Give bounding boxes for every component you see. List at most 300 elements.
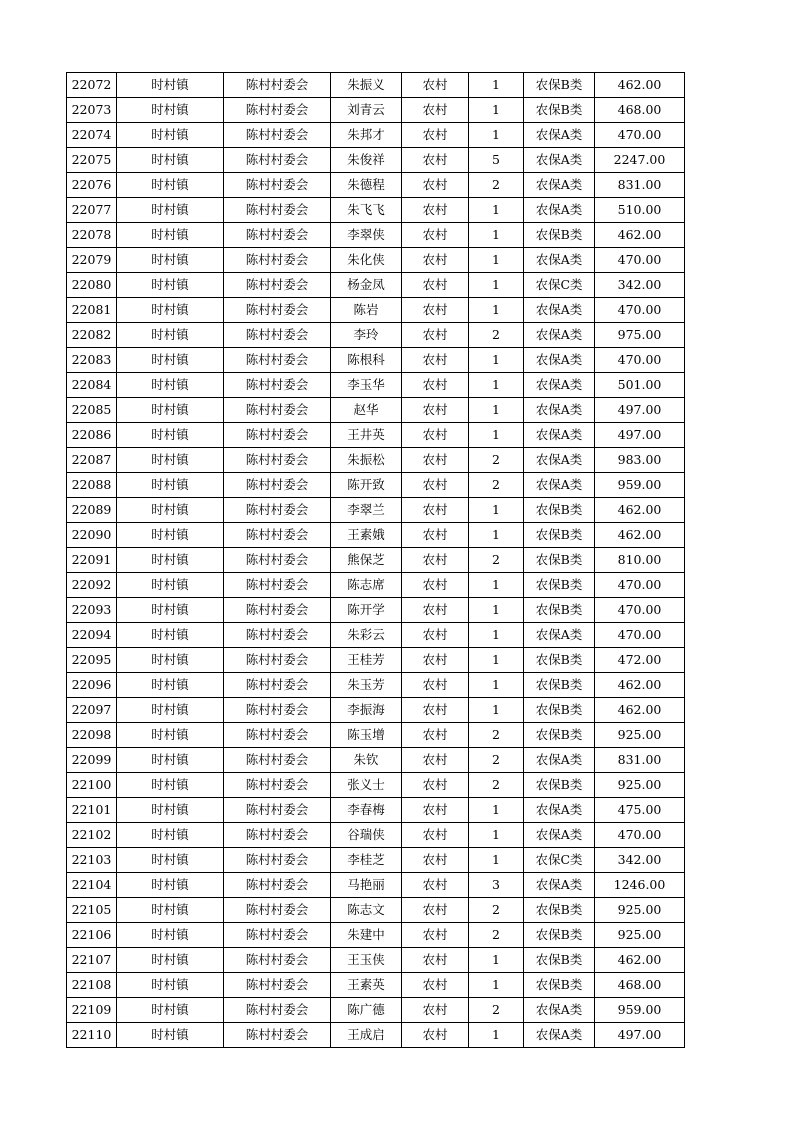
amount-cell: 497.00 <box>595 423 685 448</box>
household-count-cell: 1 <box>469 973 524 998</box>
household-count-cell: 2 <box>469 548 524 573</box>
name-cell: 熊保芝 <box>331 548 402 573</box>
household-count-cell: 1 <box>469 273 524 298</box>
village-committee-cell: 陈村村委会 <box>224 573 331 598</box>
table-row <box>67 823 685 848</box>
table-row <box>67 998 685 1023</box>
area-type-cell: 农村 <box>402 698 469 723</box>
amount-cell: 497.00 <box>595 398 685 423</box>
amount-cell: 497.00 <box>595 1023 685 1048</box>
amount-cell: 470.00 <box>595 823 685 848</box>
amount-cell: 462.00 <box>595 498 685 523</box>
category-cell: 农保B类 <box>524 598 595 623</box>
town-cell: 时村镇 <box>117 948 224 973</box>
category-cell: 农保A类 <box>524 798 595 823</box>
record-id-cell: 22093 <box>67 598 117 623</box>
town-cell: 时村镇 <box>117 998 224 1023</box>
record-id-cell: 22081 <box>67 298 117 323</box>
name-cell: 陈岩 <box>331 298 402 323</box>
town-cell: 时村镇 <box>117 798 224 823</box>
household-count-cell: 2 <box>469 473 524 498</box>
record-id-cell: 22099 <box>67 748 117 773</box>
area-type-cell: 农村 <box>402 323 469 348</box>
village-committee-cell: 陈村村委会 <box>224 598 331 623</box>
table-row <box>67 348 685 373</box>
village-committee-cell: 陈村村委会 <box>224 123 331 148</box>
area-type-cell: 农村 <box>402 998 469 1023</box>
area-type-cell: 农村 <box>402 823 469 848</box>
record-id-cell: 22073 <box>67 98 117 123</box>
household-count-cell: 1 <box>469 823 524 848</box>
household-count-cell: 2 <box>469 923 524 948</box>
name-cell: 陈志席 <box>331 573 402 598</box>
amount-cell: 468.00 <box>595 98 685 123</box>
category-cell: 农保A类 <box>524 1023 595 1048</box>
village-committee-cell: 陈村村委会 <box>224 648 331 673</box>
village-committee-cell: 陈村村委会 <box>224 148 331 173</box>
town-cell: 时村镇 <box>117 473 224 498</box>
village-committee-cell: 陈村村委会 <box>224 823 331 848</box>
record-id-cell: 22096 <box>67 673 117 698</box>
table-row <box>67 98 685 123</box>
category-cell: 农保B类 <box>524 98 595 123</box>
town-cell: 时村镇 <box>117 223 224 248</box>
name-cell: 朱建中 <box>331 923 402 948</box>
category-cell: 农保A类 <box>524 348 595 373</box>
record-id-cell: 22105 <box>67 898 117 923</box>
village-committee-cell: 陈村村委会 <box>224 223 331 248</box>
name-cell: 李翠侠 <box>331 223 402 248</box>
amount-cell: 470.00 <box>595 298 685 323</box>
table-body <box>67 73 685 1048</box>
amount-cell: 462.00 <box>595 523 685 548</box>
household-count-cell: 1 <box>469 948 524 973</box>
household-count-cell: 1 <box>469 848 524 873</box>
town-cell: 时村镇 <box>117 773 224 798</box>
name-cell: 朱德程 <box>331 173 402 198</box>
record-id-cell: 22075 <box>67 148 117 173</box>
name-cell: 朱振义 <box>331 73 402 98</box>
category-cell: 农保B类 <box>524 898 595 923</box>
town-cell: 时村镇 <box>117 173 224 198</box>
town-cell: 时村镇 <box>117 1023 224 1048</box>
category-cell: 农保B类 <box>524 523 595 548</box>
town-cell: 时村镇 <box>117 648 224 673</box>
category-cell: 农保A类 <box>524 823 595 848</box>
amount-cell: 342.00 <box>595 273 685 298</box>
town-cell: 时村镇 <box>117 348 224 373</box>
name-cell: 王玉侠 <box>331 948 402 973</box>
household-count-cell: 2 <box>469 773 524 798</box>
household-count-cell: 5 <box>469 148 524 173</box>
record-id-cell: 22080 <box>67 273 117 298</box>
category-cell: 农保A类 <box>524 373 595 398</box>
name-cell: 朱钦 <box>331 748 402 773</box>
household-count-cell: 1 <box>469 98 524 123</box>
category-cell: 农保A类 <box>524 248 595 273</box>
household-count-cell: 1 <box>469 373 524 398</box>
record-id-cell: 22100 <box>67 773 117 798</box>
household-count-cell: 1 <box>469 598 524 623</box>
category-cell: 农保A类 <box>524 298 595 323</box>
area-type-cell: 农村 <box>402 598 469 623</box>
area-type-cell: 农村 <box>402 173 469 198</box>
table-row <box>67 873 685 898</box>
record-id-cell: 22110 <box>67 1023 117 1048</box>
record-id-cell: 22103 <box>67 848 117 873</box>
table-row <box>67 198 685 223</box>
village-committee-cell: 陈村村委会 <box>224 748 331 773</box>
category-cell: 农保C类 <box>524 273 595 298</box>
record-id-cell: 22087 <box>67 448 117 473</box>
household-count-cell: 2 <box>469 748 524 773</box>
area-type-cell: 农村 <box>402 348 469 373</box>
area-type-cell: 农村 <box>402 248 469 273</box>
amount-cell: 510.00 <box>595 198 685 223</box>
town-cell: 时村镇 <box>117 848 224 873</box>
table-row <box>67 248 685 273</box>
amount-cell: 2247.00 <box>595 148 685 173</box>
record-id-cell: 22085 <box>67 398 117 423</box>
record-id-cell: 22089 <box>67 498 117 523</box>
amount-cell: 462.00 <box>595 698 685 723</box>
category-cell: 农保A类 <box>524 198 595 223</box>
category-cell: 农保B类 <box>524 723 595 748</box>
record-id-cell: 22088 <box>67 473 117 498</box>
category-cell: 农保A类 <box>524 998 595 1023</box>
table-row <box>67 373 685 398</box>
record-id-cell: 22091 <box>67 548 117 573</box>
table-row <box>67 973 685 998</box>
village-committee-cell: 陈村村委会 <box>224 498 331 523</box>
table-row <box>67 848 685 873</box>
category-cell: 农保A类 <box>524 623 595 648</box>
village-committee-cell: 陈村村委会 <box>224 548 331 573</box>
name-cell: 王成启 <box>331 1023 402 1048</box>
name-cell: 朱邦才 <box>331 123 402 148</box>
area-type-cell: 农村 <box>402 548 469 573</box>
name-cell: 陈广德 <box>331 998 402 1023</box>
household-count-cell: 2 <box>469 998 524 1023</box>
table-row <box>67 423 685 448</box>
name-cell: 李桂芝 <box>331 848 402 873</box>
amount-cell: 831.00 <box>595 173 685 198</box>
area-type-cell: 农村 <box>402 898 469 923</box>
table-row <box>67 123 685 148</box>
record-id-cell: 22082 <box>67 323 117 348</box>
category-cell: 农保B类 <box>524 923 595 948</box>
record-id-cell: 22072 <box>67 73 117 98</box>
area-type-cell: 农村 <box>402 673 469 698</box>
town-cell: 时村镇 <box>117 123 224 148</box>
area-type-cell: 农村 <box>402 273 469 298</box>
amount-cell: 470.00 <box>595 248 685 273</box>
amount-cell: 462.00 <box>595 948 685 973</box>
table-row <box>67 398 685 423</box>
amount-cell: 475.00 <box>595 798 685 823</box>
record-id-cell: 22101 <box>67 798 117 823</box>
record-id-cell: 22108 <box>67 973 117 998</box>
town-cell: 时村镇 <box>117 198 224 223</box>
area-type-cell: 农村 <box>402 448 469 473</box>
village-committee-cell: 陈村村委会 <box>224 773 331 798</box>
amount-cell: 501.00 <box>595 373 685 398</box>
name-cell: 朱玉芳 <box>331 673 402 698</box>
table-row <box>67 923 685 948</box>
household-count-cell: 1 <box>469 248 524 273</box>
area-type-cell: 农村 <box>402 648 469 673</box>
village-committee-cell: 陈村村委会 <box>224 98 331 123</box>
category-cell: 农保A类 <box>524 873 595 898</box>
household-count-cell: 2 <box>469 898 524 923</box>
category-cell: 农保B类 <box>524 673 595 698</box>
table-row <box>67 323 685 348</box>
table-row <box>67 523 685 548</box>
household-count-cell: 1 <box>469 73 524 98</box>
village-committee-cell: 陈村村委会 <box>224 173 331 198</box>
area-type-cell: 农村 <box>402 523 469 548</box>
amount-cell: 462.00 <box>595 73 685 98</box>
village-committee-cell: 陈村村委会 <box>224 898 331 923</box>
area-type-cell: 农村 <box>402 123 469 148</box>
record-id-cell: 22079 <box>67 248 117 273</box>
town-cell: 时村镇 <box>117 298 224 323</box>
town-cell: 时村镇 <box>117 398 224 423</box>
town-cell: 时村镇 <box>117 148 224 173</box>
record-id-cell: 22097 <box>67 698 117 723</box>
town-cell: 时村镇 <box>117 598 224 623</box>
town-cell: 时村镇 <box>117 723 224 748</box>
village-committee-cell: 陈村村委会 <box>224 1023 331 1048</box>
town-cell: 时村镇 <box>117 873 224 898</box>
household-count-cell: 1 <box>469 498 524 523</box>
name-cell: 朱化侠 <box>331 248 402 273</box>
category-cell: 农保B类 <box>524 648 595 673</box>
name-cell: 杨金凤 <box>331 273 402 298</box>
amount-cell: 810.00 <box>595 548 685 573</box>
village-committee-cell: 陈村村委会 <box>224 998 331 1023</box>
category-cell: 农保B类 <box>524 498 595 523</box>
area-type-cell: 农村 <box>402 948 469 973</box>
category-cell: 农保B类 <box>524 948 595 973</box>
name-cell: 张义士 <box>331 773 402 798</box>
household-count-cell: 1 <box>469 798 524 823</box>
amount-cell: 959.00 <box>595 998 685 1023</box>
village-committee-cell: 陈村村委会 <box>224 323 331 348</box>
household-count-cell: 1 <box>469 648 524 673</box>
name-cell: 陈志文 <box>331 898 402 923</box>
village-committee-cell: 陈村村委会 <box>224 73 331 98</box>
area-type-cell: 农村 <box>402 98 469 123</box>
town-cell: 时村镇 <box>117 423 224 448</box>
category-cell: 农保A类 <box>524 173 595 198</box>
amount-cell: 470.00 <box>595 123 685 148</box>
household-count-cell: 1 <box>469 198 524 223</box>
name-cell: 朱俊祥 <box>331 148 402 173</box>
area-type-cell: 农村 <box>402 798 469 823</box>
town-cell: 时村镇 <box>117 273 224 298</box>
name-cell: 陈开致 <box>331 473 402 498</box>
village-committee-cell: 陈村村委会 <box>224 473 331 498</box>
record-id-cell: 22077 <box>67 198 117 223</box>
household-count-cell: 1 <box>469 623 524 648</box>
record-id-cell: 22092 <box>67 573 117 598</box>
record-id-cell: 22086 <box>67 423 117 448</box>
category-cell: 农保A类 <box>524 473 595 498</box>
town-cell: 时村镇 <box>117 548 224 573</box>
town-cell: 时村镇 <box>117 698 224 723</box>
table-row <box>67 298 685 323</box>
area-type-cell: 农村 <box>402 223 469 248</box>
name-cell: 谷瑞侠 <box>331 823 402 848</box>
table-row <box>67 148 685 173</box>
household-count-cell: 2 <box>469 448 524 473</box>
table-row <box>67 723 685 748</box>
table-row <box>67 73 685 98</box>
town-cell: 时村镇 <box>117 448 224 473</box>
area-type-cell: 农村 <box>402 298 469 323</box>
amount-cell: 925.00 <box>595 723 685 748</box>
category-cell: 农保B类 <box>524 973 595 998</box>
name-cell: 李玉华 <box>331 373 402 398</box>
town-cell: 时村镇 <box>117 573 224 598</box>
area-type-cell: 农村 <box>402 573 469 598</box>
record-id-cell: 22104 <box>67 873 117 898</box>
area-type-cell: 农村 <box>402 423 469 448</box>
village-committee-cell: 陈村村委会 <box>224 673 331 698</box>
category-cell: 农保B类 <box>524 223 595 248</box>
household-count-cell: 1 <box>469 423 524 448</box>
category-cell: 农保A类 <box>524 148 595 173</box>
record-id-cell: 22090 <box>67 523 117 548</box>
name-cell: 刘青云 <box>331 98 402 123</box>
village-committee-cell: 陈村村委会 <box>224 923 331 948</box>
name-cell: 李春梅 <box>331 798 402 823</box>
amount-cell: 925.00 <box>595 923 685 948</box>
table-row <box>67 948 685 973</box>
name-cell: 朱振松 <box>331 448 402 473</box>
town-cell: 时村镇 <box>117 673 224 698</box>
table-row <box>67 1023 685 1048</box>
table-row <box>67 598 685 623</box>
amount-cell: 470.00 <box>595 623 685 648</box>
town-cell: 时村镇 <box>117 248 224 273</box>
area-type-cell: 农村 <box>402 373 469 398</box>
category-cell: 农保A类 <box>524 448 595 473</box>
area-type-cell: 农村 <box>402 973 469 998</box>
name-cell: 朱彩云 <box>331 623 402 648</box>
table-row <box>67 623 685 648</box>
household-count-cell: 2 <box>469 723 524 748</box>
name-cell: 陈根科 <box>331 348 402 373</box>
amount-cell: 472.00 <box>595 648 685 673</box>
category-cell: 农保A类 <box>524 748 595 773</box>
category-cell: 农保A类 <box>524 123 595 148</box>
area-type-cell: 农村 <box>402 73 469 98</box>
amount-cell: 975.00 <box>595 323 685 348</box>
amount-cell: 470.00 <box>595 598 685 623</box>
table-row <box>67 173 685 198</box>
amount-cell: 342.00 <box>595 848 685 873</box>
town-cell: 时村镇 <box>117 823 224 848</box>
name-cell: 李玲 <box>331 323 402 348</box>
name-cell: 王桂芳 <box>331 648 402 673</box>
household-count-cell: 1 <box>469 298 524 323</box>
village-committee-cell: 陈村村委会 <box>224 198 331 223</box>
town-cell: 时村镇 <box>117 523 224 548</box>
household-count-cell: 1 <box>469 673 524 698</box>
record-id-cell: 22084 <box>67 373 117 398</box>
area-type-cell: 农村 <box>402 1023 469 1048</box>
town-cell: 时村镇 <box>117 323 224 348</box>
category-cell: 农保B类 <box>524 773 595 798</box>
category-cell: 农保B类 <box>524 573 595 598</box>
village-committee-cell: 陈村村委会 <box>224 698 331 723</box>
table-row <box>67 448 685 473</box>
amount-cell: 470.00 <box>595 348 685 373</box>
household-count-cell: 2 <box>469 323 524 348</box>
record-id-cell: 22076 <box>67 173 117 198</box>
amount-cell: 925.00 <box>595 898 685 923</box>
village-committee-cell: 陈村村委会 <box>224 248 331 273</box>
table-row <box>67 798 685 823</box>
amount-cell: 831.00 <box>595 748 685 773</box>
area-type-cell: 农村 <box>402 773 469 798</box>
household-count-cell: 1 <box>469 348 524 373</box>
table-row <box>67 473 685 498</box>
household-count-cell: 1 <box>469 523 524 548</box>
table-row <box>67 223 685 248</box>
table-row <box>67 898 685 923</box>
area-type-cell: 农村 <box>402 398 469 423</box>
record-id-cell: 22106 <box>67 923 117 948</box>
town-cell: 时村镇 <box>117 923 224 948</box>
area-type-cell: 农村 <box>402 623 469 648</box>
name-cell: 李振海 <box>331 698 402 723</box>
name-cell: 陈玉增 <box>331 723 402 748</box>
area-type-cell: 农村 <box>402 873 469 898</box>
village-committee-cell: 陈村村委会 <box>224 623 331 648</box>
village-committee-cell: 陈村村委会 <box>224 848 331 873</box>
household-count-cell: 1 <box>469 698 524 723</box>
category-cell: 农保A类 <box>524 323 595 348</box>
assistance-table <box>66 72 685 1048</box>
name-cell: 王素英 <box>331 973 402 998</box>
record-id-cell: 22109 <box>67 998 117 1023</box>
village-committee-cell: 陈村村委会 <box>224 723 331 748</box>
village-committee-cell: 陈村村委会 <box>224 948 331 973</box>
record-id-cell: 22074 <box>67 123 117 148</box>
record-id-cell: 22078 <box>67 223 117 248</box>
area-type-cell: 农村 <box>402 473 469 498</box>
household-count-cell: 3 <box>469 873 524 898</box>
household-count-cell: 1 <box>469 573 524 598</box>
table-row <box>67 673 685 698</box>
amount-cell: 462.00 <box>595 673 685 698</box>
household-count-cell: 1 <box>469 1023 524 1048</box>
town-cell: 时村镇 <box>117 373 224 398</box>
record-id-cell: 22098 <box>67 723 117 748</box>
village-committee-cell: 陈村村委会 <box>224 398 331 423</box>
table-row <box>67 273 685 298</box>
area-type-cell: 农村 <box>402 148 469 173</box>
record-id-cell: 22102 <box>67 823 117 848</box>
record-id-cell: 22094 <box>67 623 117 648</box>
area-type-cell: 农村 <box>402 923 469 948</box>
record-id-cell: 22095 <box>67 648 117 673</box>
category-cell: 农保A类 <box>524 423 595 448</box>
category-cell: 农保A类 <box>524 398 595 423</box>
